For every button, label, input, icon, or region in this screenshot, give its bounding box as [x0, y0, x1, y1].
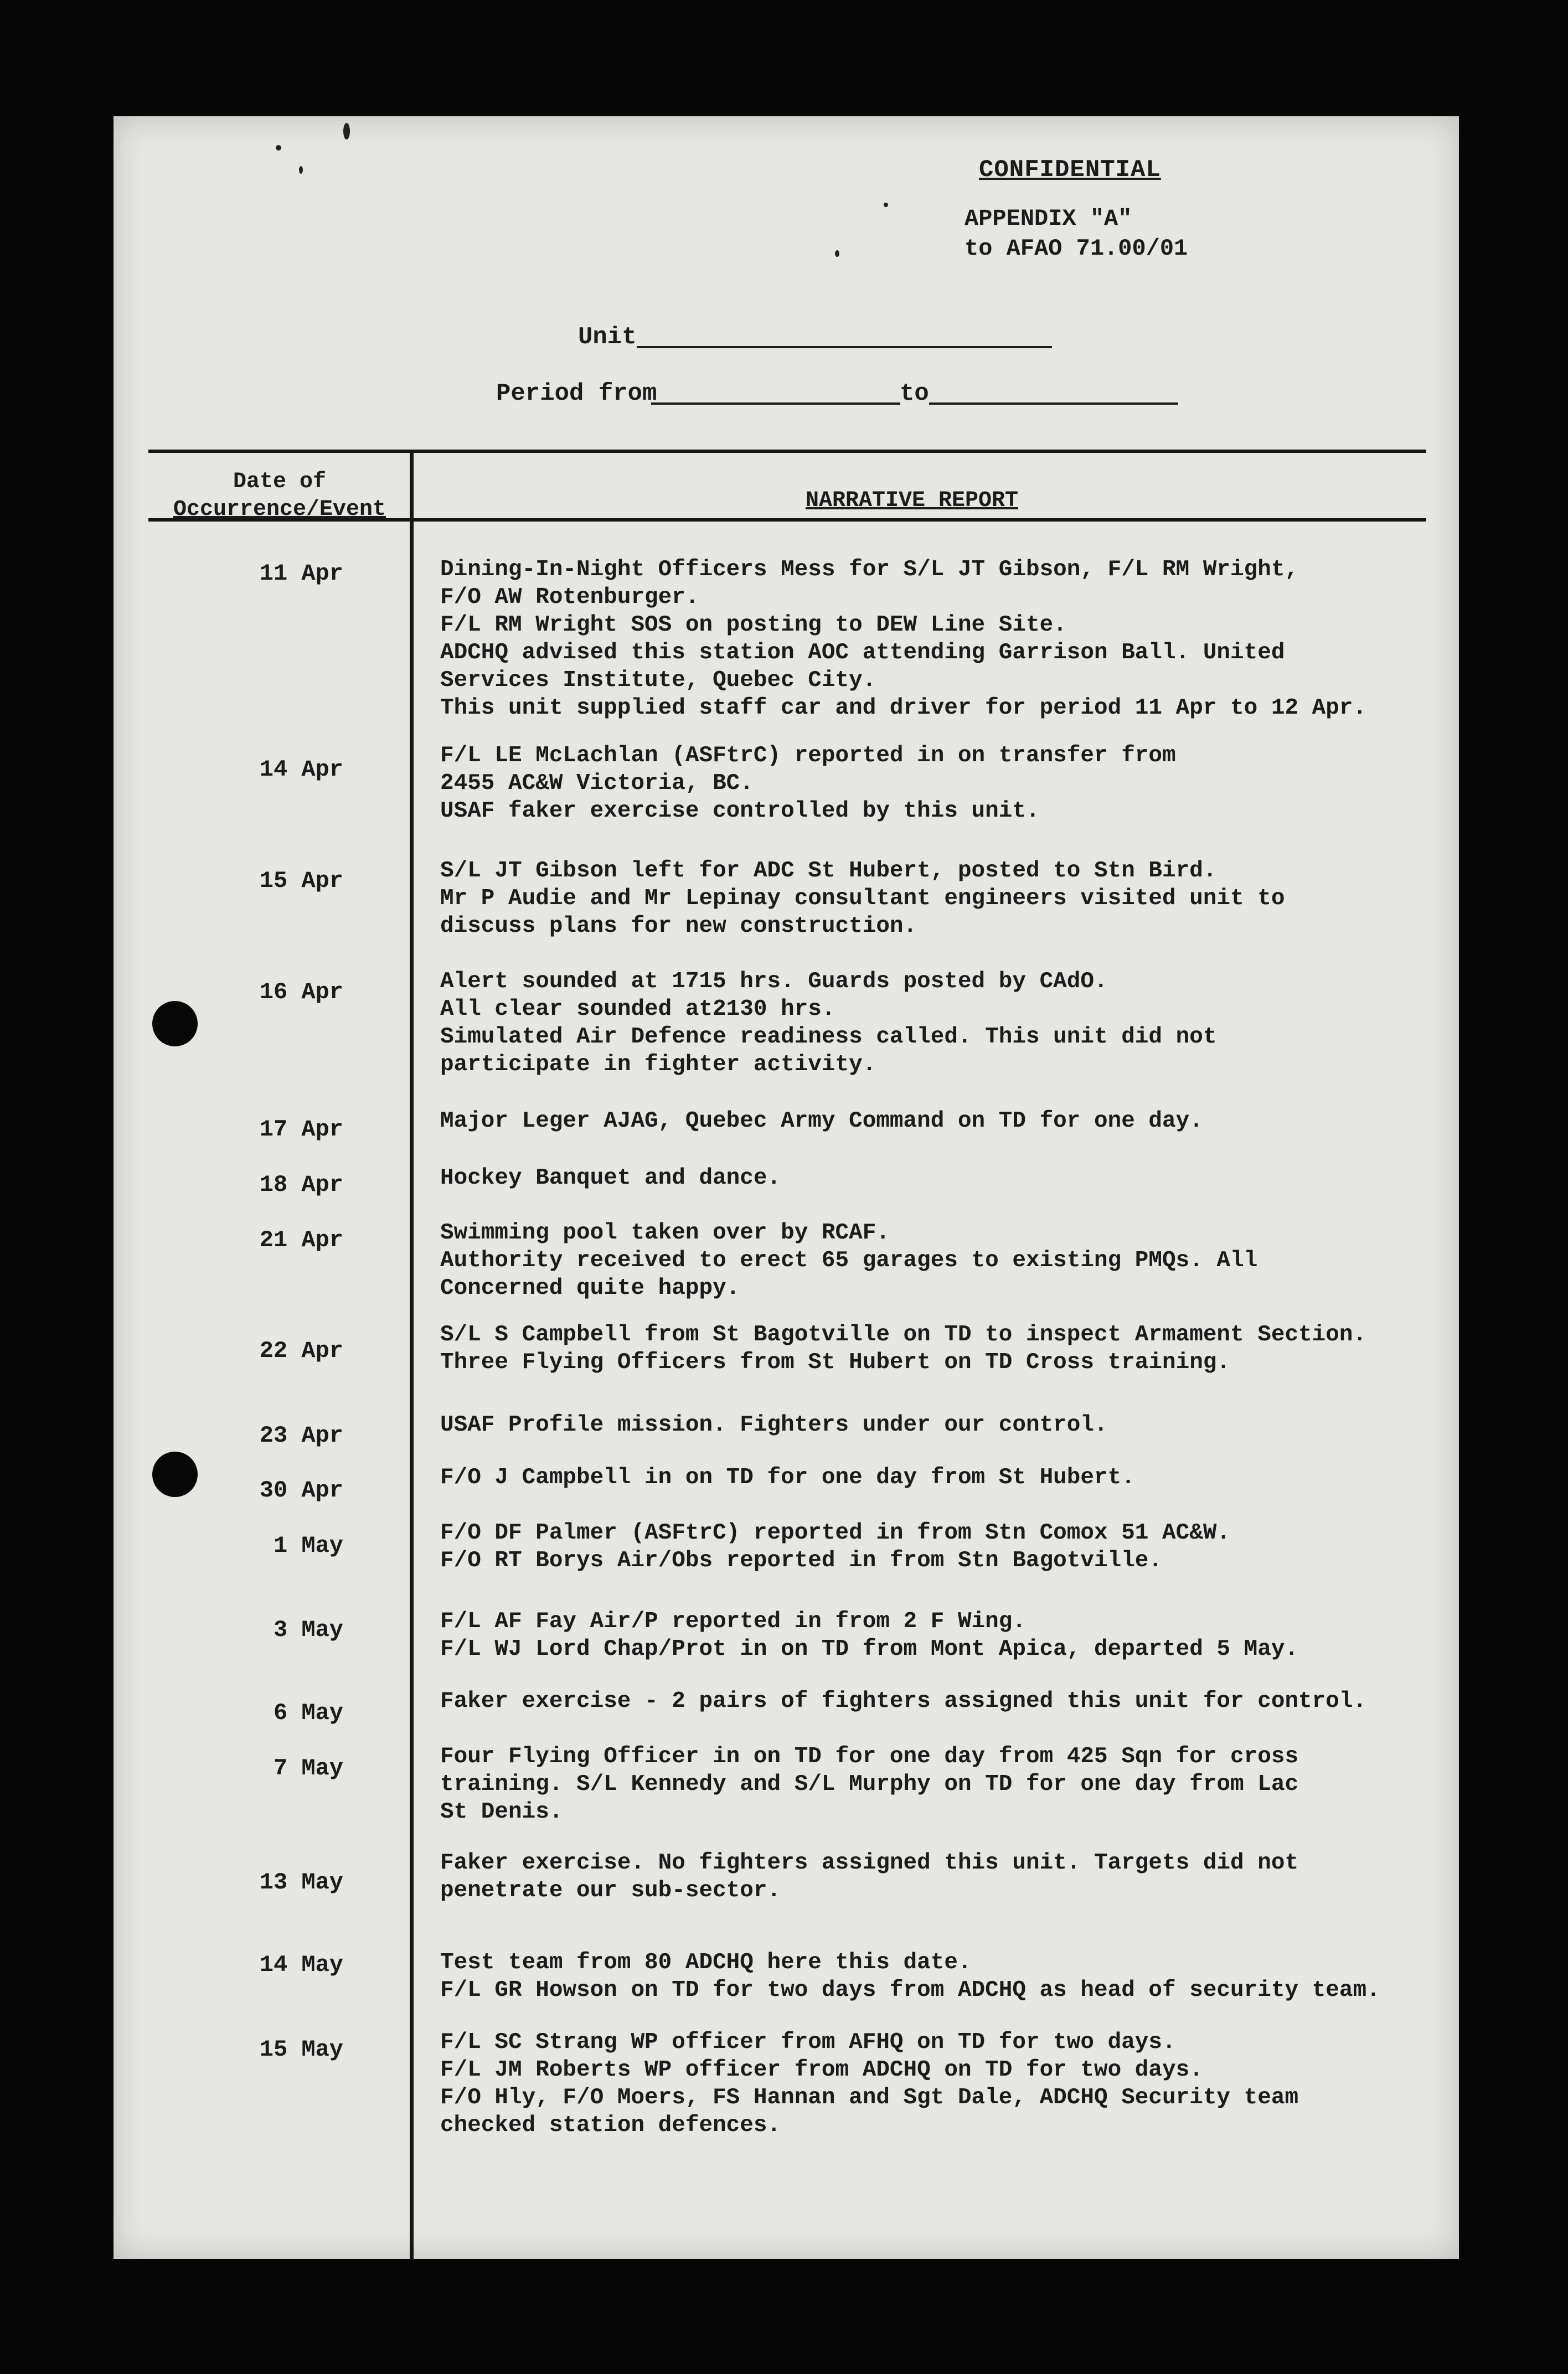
entry-narrative: Faker exercise - 2 pairs of fighters assigned this unit for control.	[440, 1689, 1367, 1714]
entry-date: 21 Apr	[259, 1227, 343, 1253]
appendix-line-2: to AFAO 71.00/01	[964, 235, 1188, 262]
date-header-line-1: Date of	[233, 469, 327, 494]
entry-date: 3 May	[273, 1617, 343, 1643]
entry-date: 22 Apr	[259, 1338, 343, 1364]
unit-field-line	[637, 346, 1052, 348]
entry-narrative: S/L JT Gibson left for ADC St Hubert, posted to Stn Bird. Mr P Audie and Mr Lepinay consultant engineers visited unit to discuss plans for new construction.	[440, 858, 1285, 939]
punch-hole	[152, 1001, 198, 1046]
entry-date: 6 May	[273, 1700, 343, 1726]
appendix-reference	[964, 204, 1188, 264]
date-header-line-2: Occurrence/Event	[173, 497, 386, 522]
entry-narrative: Four Flying Officer in on TD for one day from 425 Sqn for cross training. S/L Kennedy and S/L Murphy on TD for one day from Lac St Denis.	[440, 1744, 1299, 1825]
entry-narrative: Major Leger AJAG, Quebec Army Command on TD for one day.	[440, 1108, 1203, 1134]
entry-date: 1 May	[273, 1532, 343, 1559]
period-from-label: Period from	[496, 380, 657, 407]
entry-narrative: F/O DF Palmer (ASFtrC) reported in from Stn Comox 51 AC&W. F/O RT Borys Air/Obs reported in from Stn Bagotville.	[440, 1520, 1231, 1573]
ink-speck	[884, 203, 888, 207]
entry-date: 16 Apr	[259, 979, 343, 1005]
entry-date: 15 May	[259, 2036, 343, 2063]
ink-speck	[343, 123, 350, 140]
period-to-label: to	[900, 380, 929, 407]
entry-narrative: Alert sounded at 1715 hrs. Guards posted by CAdO. All clear sounded at2130 hrs. Simulated Air Defence readiness called. This unit did not participate in fighter activity.	[440, 969, 1217, 1077]
entry-narrative: F/L LE McLachlan (ASFtrC) reported in on transfer from 2455 AC&W Victoria, BC. USAF faker exercise controlled by this unit.	[440, 743, 1176, 824]
entry-narrative: F/L SC Strang WP officer from AFHQ on TD for two days. F/L JM Roberts WP officer from ADCHQ on TD for two days. F/O Hly, F/O Moers, FS Hannan and Sgt Dale, ADCHQ Security team checked station defences.	[440, 2030, 1299, 2138]
table-top-rule	[148, 450, 1426, 453]
entry-narrative: Swimming pool taken over by RCAF. Authority received to erect 65 garages to existing PMQs. All Concerned quite happy.	[440, 1220, 1258, 1301]
entry-date: 14 May	[259, 1952, 343, 1978]
entry-date: 18 Apr	[259, 1171, 343, 1198]
unit-label: Unit	[578, 323, 637, 351]
entry-date: 15 Apr	[259, 868, 343, 894]
entry-date: 11 Apr	[259, 560, 343, 587]
entry-date: 14 Apr	[259, 756, 343, 783]
entry-narrative: F/L AF Fay Air/P reported in from 2 F Wing. F/L WJ Lord Chap/Prot in on TD from Mont Apica, departed 5 May.	[440, 1609, 1299, 1662]
entry-date: 23 Apr	[259, 1422, 343, 1449]
entry-date: 17 Apr	[259, 1116, 343, 1143]
entry-narrative: USAF Profile mission. Fighters under our control.	[440, 1412, 1108, 1438]
entry-narrative: Dining-In-Night Officers Mess for S/L JT Gibson, F/L RM Wright, F/O AW Rotenburger. F/L RM Wright SOS on posting to DEW Line Site. ADCHQ advised this station AOC attending Garrison Ball. United Services Institute, Quebec City. This unit supplied staff car and driver for period 11 Apr to 12 Apr.	[440, 557, 1367, 721]
entry-date: 7 May	[273, 1755, 343, 1782]
appendix-line-1: APPENDIX "A"	[964, 205, 1132, 232]
entry-narrative: F/O J Campbell in on TD for one day from St Hubert.	[440, 1465, 1135, 1490]
entry-narrative: Hockey Banquet and dance.	[440, 1165, 781, 1191]
entry-date: 13 May	[259, 1869, 343, 1896]
period-from-field-line	[651, 402, 900, 405]
entry-narrative: S/L S Campbell from St Bagotville on TD to inspect Armament Section. Three Flying Officers from St Hubert on TD Cross training.	[440, 1322, 1367, 1375]
classification-stamp: CONFIDENTIAL	[979, 156, 1161, 184]
table-column-divider	[410, 450, 414, 2260]
period-to-field-line	[929, 402, 1178, 405]
narrative-column-header: NARRATIVE REPORT	[806, 488, 1019, 513]
ink-speck	[835, 250, 839, 257]
ink-speck	[299, 166, 303, 174]
date-column-header	[158, 468, 401, 524]
entry-narrative: Test team from 80 ADCHQ here this date. F/L GR Howson on TD for two days from ADCHQ as head of security team.	[440, 1950, 1380, 2003]
entry-date: 30 Apr	[259, 1477, 343, 1504]
ink-speck	[276, 145, 281, 151]
entry-narrative: Faker exercise. No fighters assigned this unit. Targets did not penetrate our sub-sector.	[440, 1850, 1299, 1903]
